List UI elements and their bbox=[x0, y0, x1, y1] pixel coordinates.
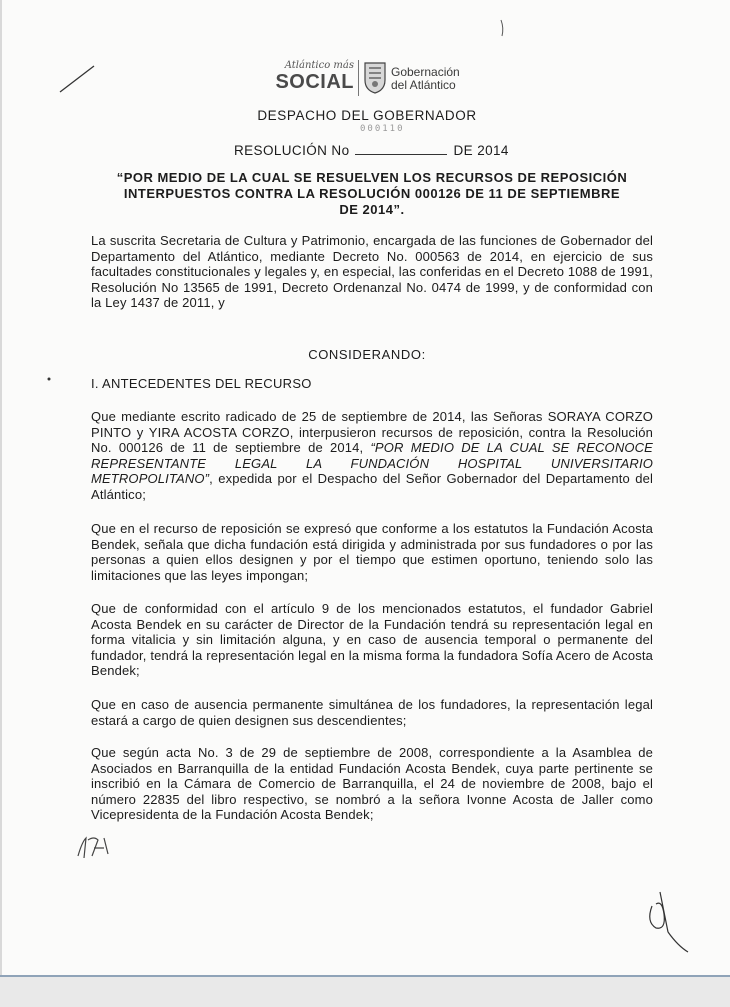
resolution-number-blank bbox=[355, 144, 447, 155]
title-line-1: “POR MEDIO DE LA CUAL SE RESUELVEN LOS RECURSOS DE REPOSICIÓN bbox=[116, 170, 628, 185]
corner-mark bbox=[498, 18, 506, 38]
title-line-3: DE 2014”. bbox=[339, 202, 405, 217]
title-line-2: INTERPUESTOS CONTRA LA RESOLUCIÓN 000126 DE 11 DE SEPTIEMBRE bbox=[123, 186, 621, 201]
logo-gov-line2: del Atlántico bbox=[391, 78, 456, 92]
initials-mark bbox=[74, 830, 118, 862]
logo-gov-line1: Gobernación bbox=[391, 65, 460, 79]
p1-text-start: Que mediante escrito radicado de 25 de septiembre de 2014, las Señoras SORAYA CORZO PINTO y YIRA ACOSTA CORZO, interpusieron recursos de reposición, contra la Resolución No. 000126 de 11 de septiembre de 2014, bbox=[91, 409, 653, 456]
resolution-prefix: RESOLUCIÓN No bbox=[234, 143, 350, 158]
government-logo bbox=[274, 56, 474, 106]
resolution-title bbox=[92, 170, 652, 218]
paragraph-4: Que en caso de ausencia permanente simultánea de los fundadores, la representación legal estará a cargo de quien designen sus descendientes; bbox=[91, 697, 653, 728]
number-stamp: 000110 bbox=[360, 124, 405, 134]
logo-divider bbox=[358, 60, 359, 96]
p1-text-end: , expedida por el Despacho del Señor Gobernador del Departamento del Atlántico; bbox=[91, 471, 653, 502]
scan-dot-mark bbox=[46, 376, 52, 382]
considerando-heading: CONSIDERANDO: bbox=[308, 347, 426, 362]
coat-of-arms-icon bbox=[363, 60, 387, 94]
paragraph-5: Que según acta No. 3 de 29 de septiembre de 2008, correspondiente a la Asamblea de Asociados en Barranquilla de la entidad Fundación Acosta Bendek, cuya parte pertinente se inscribió en la Cámara de Comercio de Barranquilla, el 24 de noviembre de 2008, bajo el número 22835 del libro respectivo, se nombró a la señora Ivonne Acosta de Jaller como Vicepresidenta de la Fundación Acosta Bendek; bbox=[91, 745, 653, 823]
paragraph-3: Que de conformidad con el artículo 9 de los mencionados estatutos, el fundador Gabriel Acosta Bendek en su carácter de Director de la Fundación tendrá su representación legal en forma vitalicia y sin limitación alguna, y en caso de ausencia temporal o permanente del fundador, tendrá la representación legal en la misma forma la fundadora Sofía Acero de Acosta Bendek; bbox=[91, 601, 653, 679]
pen-stroke-mark bbox=[58, 62, 98, 96]
scan-bottom-edge bbox=[0, 975, 730, 1007]
resolution-line bbox=[234, 143, 509, 158]
logo-script-text: Atlántico más bbox=[284, 60, 354, 71]
resolution-suffix: DE 2014 bbox=[453, 143, 509, 158]
logo-big-text: SOCIAL bbox=[275, 71, 354, 93]
signature-mark bbox=[638, 886, 698, 956]
paragraph-2: Que en el recurso de reposición se expresó que conforme a los estatutos la Fundación Acosta Bendek, señala que dicha fundación está dirigida y administrada por sus fundadores o por las personas a quien ellos designen y por el tiempo que estimen oportuno, teniendo solo las limitaciones que las leyes impongan; bbox=[91, 521, 653, 583]
logo-slogan bbox=[274, 60, 354, 92]
intro-paragraph: La suscrita Secretaria de Cultura y Patrimonio, encargada de las funciones de Gobernador del Departamento del Atlántico, mediante Decreto No. 000563 de 2014, en ejercicio de sus facultades constitucionales y legales y, en especial, las conferidas en el Decreto 1088 de 1991, Resolución No 13565 de 1991, Decreto Ordenanzal No. 0474 de 1999, y de conformidad con la Ley 1437 de 2011, y bbox=[91, 233, 653, 311]
paragraph-1 bbox=[91, 409, 653, 503]
p1-italic-title: “POR MEDIO DE LA CUAL SE RECONOCE REPRESENTANTE LEGAL LA FUNDACIÓN HOSPITAL UNIVERSITARIO METROPOLITANO” bbox=[91, 440, 653, 487]
logo-government-name bbox=[391, 66, 460, 92]
section-heading: I. ANTECEDENTES DEL RECURSO bbox=[91, 376, 312, 391]
office-heading: DESPACHO DEL GOBERNADOR bbox=[257, 108, 477, 123]
